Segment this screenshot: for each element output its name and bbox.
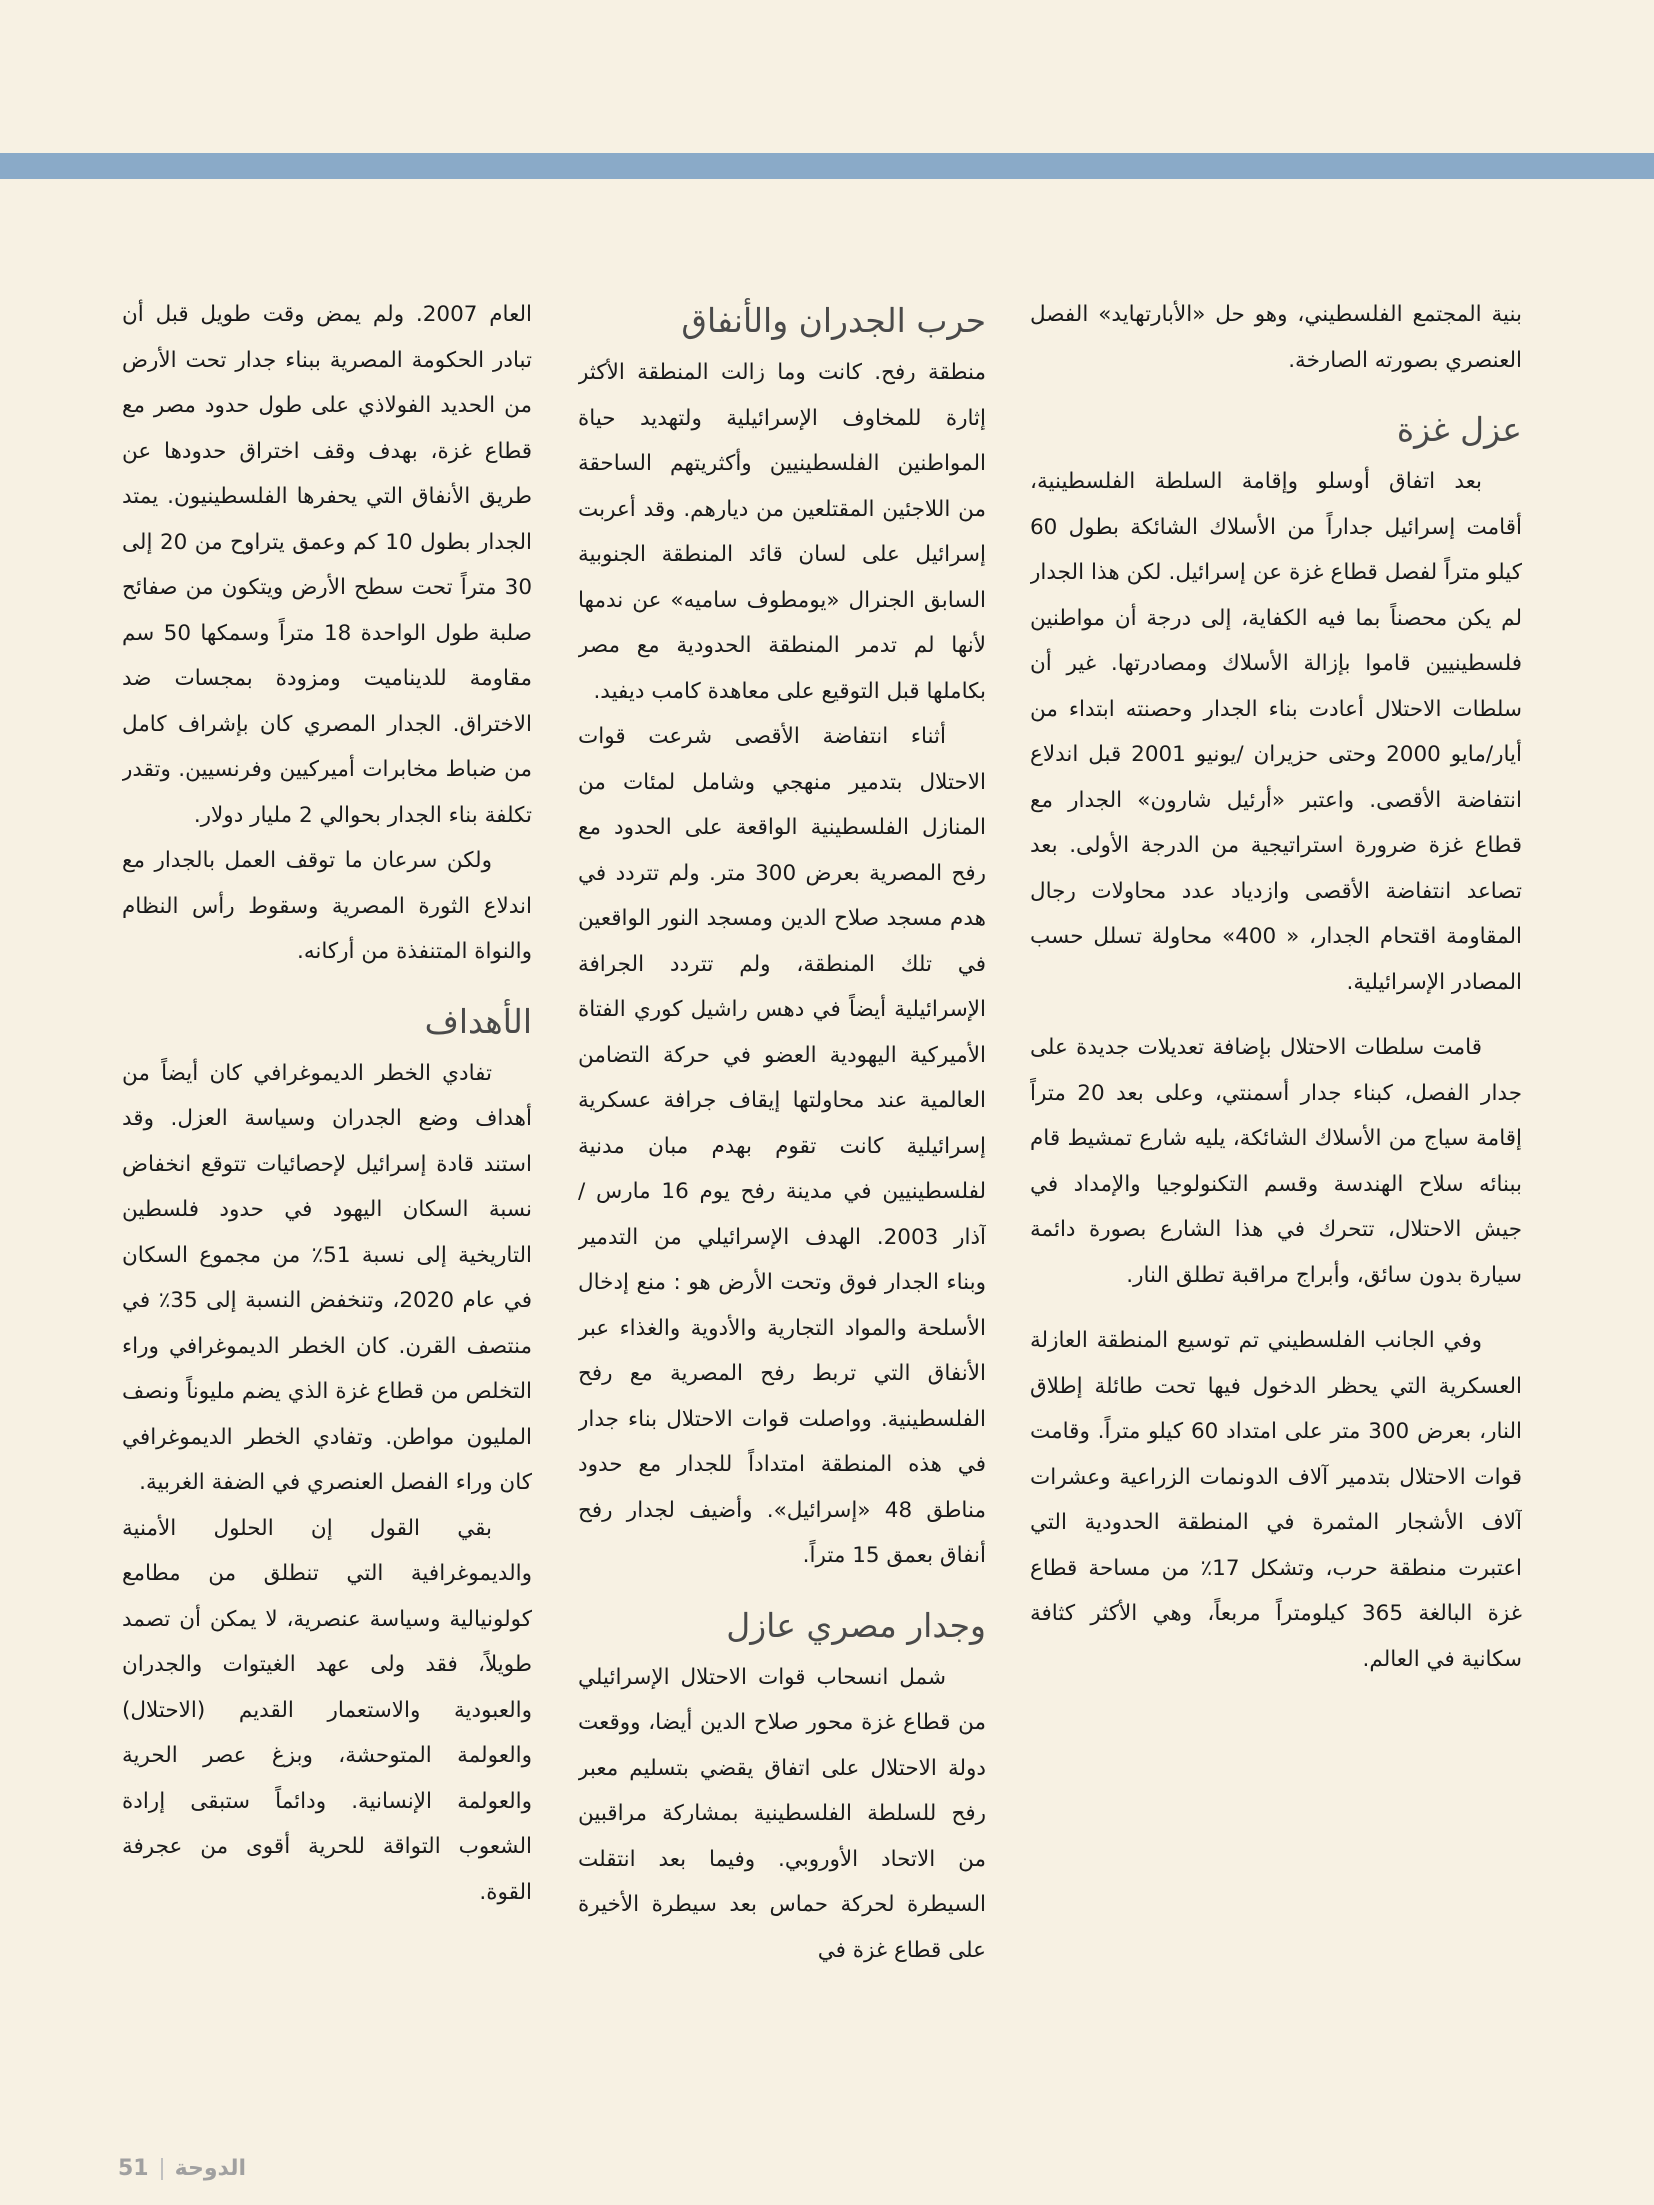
section-heading-egypt-wall: وجدار مصري عازل — [726, 1605, 986, 1645]
column-middle — [578, 292, 986, 2092]
paragraph: قامت سلطات الاحتلال بإضافة تعديلات جديدة على جدار الفصل، كبناء جدار أسمنتي، وعلى بعد 20 متراً إقامة سياج من الأسلاك الشائكة، يليه شارع تمشيط قام ببنائه سلاح الهندسة وقسم التكنولوجيا والإمداد في جيش الاحتلال، تتحرك في هذا الشارع بصورة دائمة سيارة بدون سائق، وأبراج مراقبة تطلق النار. — [1030, 1035, 1522, 1288]
paragraph: وفي الجانب الفلسطيني تم توسيع المنطقة العازلة العسكرية التي يحظر الدخول فيها تحت طائلة إطلاق النار، بعرض 300 متر على امتداد 60 كيلو متراً. وقامت قوات الاحتلال بتدمير آلاف الدونمات الزراعية وعشرات آلاف الأشجار المثمرة في المنطقة الحدودية التي اعتبرت منطقة حرب، وتشكل 17٪ من مساحة قطاع غزة البالغة 365 كيلومتراً مربعاً، وهي الأكثر كثافة سكانية في العالم. — [1030, 1328, 1522, 1672]
paragraph: تفادي الخطر الديموغرافي كان أيضاً من أهداف وضع الجدران وسياسة العزل. وقد استند قادة إسرائيل لإحصائيات تتوقع انخفاض نسبة السكان اليهود في حدود فلسطين التاريخية إلى نسبة 51٪ من مجموع السكان في عام 2020، وتنخفض النسبة إلى 35٪ في منتصف القرن. كان الخطر الديموغرافي وراء التخلص من قطاع غزة الذي يضم مليوناً ونصف المليون مواطن. وتفادي الخطر الديموغرافي كان وراء الفصل العنصري في الضفة الغربية. — [122, 1060, 532, 1495]
page-number: 51 — [118, 2156, 149, 2181]
header-color-band — [0, 153, 1654, 179]
column-left — [122, 292, 532, 2092]
paragraph: أثناء انتفاضة الأقصى شرعت قوات الاحتلال بتدمير منهجي وشامل لمئات من المنازل الفلسطينية الواقعة على الحدود مع رفح المصرية بعرض 300 متر. ولم تتردد في هدم مسجد صلاح الدين ومسجد النور الواقعين في تلك المنطقة، ولم تتردد الجرافة الإسرائيلية أيضاً في دهس راشيل كوري الفتاة الأميركية اليهودية العضو في حركة التضامن العالمية عند محاولتها إيقاف جرافة عسكرية إسرائيلية كانت تقوم بهدم مبان مدنية لفلسطينيين في مدينة رفح يوم 16 مارس /آذار 2003. الهدف الإسرائيلي من التدمير وبناء الجدار فوق وتحت الأرض هو : منع إدخال الأسلحة والمواد التجارية والأدوية والغذاء عبر الأنفاق التي تربط رفح المصرية مع رفح الفلسطينية. وواصلت قوات الاحتلال بناء جدار في هذه المنطقة امتداداً للجدار مع حدود مناطق 48 «إسرائيل». وأضيف لجدار رفح أنفاق بعمق 15 متراً. — [578, 724, 986, 1568]
paragraph: بقي القول إن الحلول الأمنية والديموغرافية التي تنطلق من مطامع كولونيالية وسياسة عنصرية، لا يمكن أن تصمد طويلاً، فقد ولى عهد الغيتوات والجدران والعبودية والاستعمار القديم (الاحتلال) والعولمة المتوحشة، وبزغ عصر الحرية والعولمة الإنسانية. ودائماً ستبقى إرادة الشعوب التواقة للحرية أقوى من عجرفة القوة. — [122, 1515, 532, 1905]
footer-divider — [161, 2158, 163, 2180]
section-heading-goals: الأهداف — [424, 1001, 532, 1041]
column-right — [1030, 292, 1522, 2092]
magazine-name: الدوحة — [174, 2156, 247, 2181]
paragraph: ولكن سرعان ما توقف العمل بالجدار مع اندلاع الثورة المصرية وسقوط رأس النظام والنواة المتنفذة من أركانه. — [122, 848, 532, 964]
section-heading-walls-tunnels: حرب الجدران والأنفاق — [681, 301, 986, 340]
page-footer — [118, 2156, 246, 2181]
paragraph: بنية المجتمع الفلسطيني، وهو حل «الأبارتهايد» الفصل العنصري بصورته الصارخة. — [1030, 302, 1522, 373]
paragraph: العام 2007. ولم يمض وقت طويل قبل أن تبادر الحكومة المصرية ببناء جدار تحت الأرض من الحديد الفولاذي على طول حدود مصر مع قطاع غزة، بهدف وقف اختراق حدودها عن طريق الأنفاق التي يحفرها الفلسطينيون. يمتد الجدار بطول 10 كم وعمق يتراوح من 20 إلى 30 متراً تحت سطح الأرض ويتكون من صفائح صلبة طول الواحدة 18 متراً وسمكها 50 سم مقاومة للديناميت ومزودة بمجسات ضد الاختراق. الجدار المصري كان بإشراف كامل من ضباط مخابرات أميركيين وفرنسيين. وتقدر تكلفة بناء الجدار بحوالي 2 مليار دولار. — [122, 302, 532, 828]
paragraph: شمل انسحاب قوات الاحتلال الإسرائيلي من قطاع غزة محور صلاح الدين أيضا، ووقعت دولة الاحتلال على اتفاق يقضي بتسليم معبر رفح للسلطة الفلسطينية بمشاركة مراقبين من الاتحاد الأوروبي. وفيما بعد انتقلت السيطرة لحركة حماس بعد سيطرة الأخيرة على قطاع غزة في — [578, 1664, 986, 1963]
paragraph: منطقة رفح. كانت وما زالت المنطقة الأكثر إثارة للمخاوف الإسرائيلية ولتهديد حياة المواطنين الفلسطينيين وأكثريتهم الساحقة من اللاجئين المقتلعين من ديارهم. وقد أعربت إسرائيل على لسان قائد المنطقة الجنوبية السابق الجنرال «يومطوف ساميه» عن ندمها لأنها لم تدمر المنطقة الحدودية مع مصر بكاملها قبل التوقيع على معاهدة كامب ديفيد. — [578, 360, 986, 704]
section-heading-gaza-isolation: عزل غزة — [1396, 410, 1522, 449]
paragraph: بعد اتفاق أوسلو وإقامة السلطة الفلسطينية، أقامت إسرائيل جداراً من الأسلاك الشائكة بطول 60 كيلو متراً لفصل قطاع غزة عن إسرائيل. لكن هذا الجدار لم يكن محصناً بما فيه الكفاية، إلى درجة أن مواطنين فلسطينيين قاموا بإزالة الأسلاك ومصادرتها. غير أن سلطات الاحتلال أعادت بناء الجدار وحصنته ابتداء من أيار/مايو 2000 وحتى حزيران /يونيو 2001 قبل اندلاع انتفاضة الأقصى. واعتبر «أرئيل شارون» الجدار مع قطاع غزة ضرورة استراتيجية من الدرجة الأولى. بعد تصاعد انتفاضة الأقصى وازدياد عدد محاولات رجال المقاومة اقتحام الجدار، « 400» محاولة تسلل حسب المصادر الإسرائيلية. — [1030, 469, 1522, 995]
